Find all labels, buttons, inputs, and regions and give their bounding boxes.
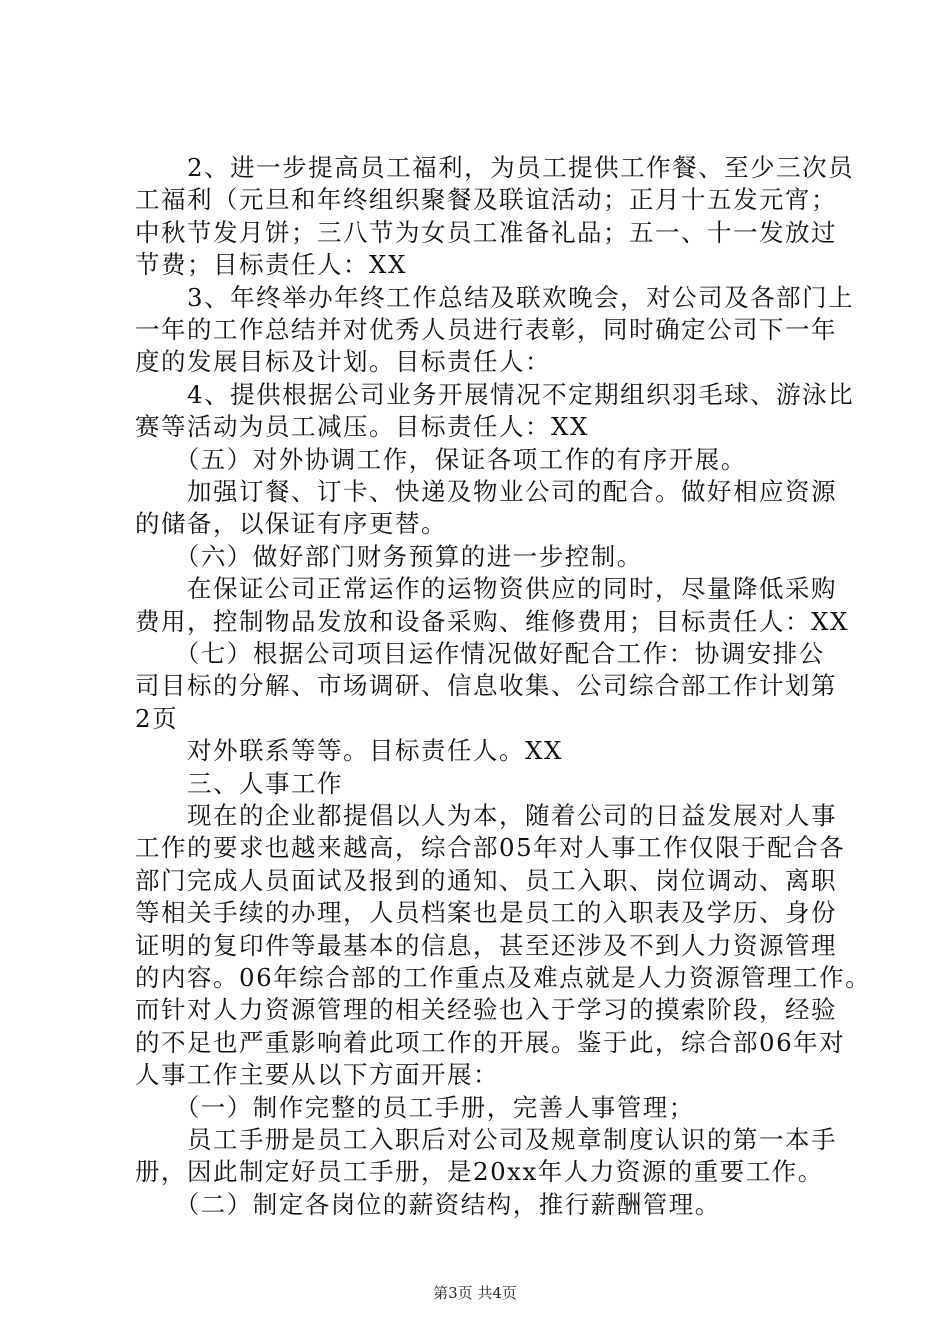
text-line: 中秋节发月饼；三八节为女员工准备礼品；五一、十一发放过 bbox=[135, 217, 837, 247]
text-line: 赛等活动为员工减压。目标责任人：XX bbox=[135, 412, 589, 442]
text-line: （七）根据公司项目运作情况做好配合工作：协调安排公 bbox=[135, 639, 825, 668]
page-footer: 第3页 共4页 bbox=[433, 1284, 517, 1302]
text-line: 节费；目标责任人：XX bbox=[135, 250, 407, 280]
text-line: （一）制作完整的员工手册，完善人事管理； bbox=[135, 1092, 695, 1122]
text-line: 费用，控制物品发放和设备采购、维修费用；目标责任人：XX bbox=[135, 606, 849, 636]
text-line: 2页 bbox=[135, 703, 179, 733]
text-line: 证明的复印件等最基本的信息，甚至还涉及不到人力资源管理 bbox=[135, 930, 837, 960]
text-line: （二）制定各岗位的薪资结构，推行薪酬管理。 bbox=[135, 1189, 721, 1219]
text-line: 部门完成人员面试及报到的通知、员工入职、岗位调动、离职 bbox=[135, 865, 837, 895]
text-line: 在保证公司正常运作的运物资供应的同时，尽量降低采购 bbox=[135, 574, 837, 604]
text-line: 对外联系等等。目标责任人。XX bbox=[135, 736, 563, 766]
text-line: 而针对人力资源管理的相关经验也入于学习的摸索阶段，经验 bbox=[135, 995, 837, 1025]
text-line: 2、进一步提高员工福利，为员工提供工作餐、至少三次员 bbox=[135, 153, 855, 182]
text-line: 一年的工作总结并对优秀人员进行表彰，同时确定公司下一年 bbox=[135, 315, 837, 344]
text-line: 工作的要求也越来越高，综合部05年对人事工作仅限于配合各 bbox=[135, 833, 846, 863]
text-line: （五）对外协调工作，保证各项工作的有序开展。 bbox=[135, 444, 747, 474]
text-line: 册，因此制定好员工手册，是20xx年人力资源的重要工作。 bbox=[135, 1157, 824, 1187]
text-line: 人事工作主要从以下方面开展： bbox=[135, 1060, 499, 1090]
text-line: 员工手册是员工入职后对公司及规章制度认识的第一本手 bbox=[135, 1125, 837, 1154]
text-line: 的内容。06年综合部的工作重点及难点就是人力资源管理工作。 bbox=[135, 963, 872, 992]
text-line: 三、人事工作 bbox=[135, 768, 343, 798]
text-line: 现在的企业都提倡以人为本，随着公司的日益发展对人事 bbox=[135, 801, 837, 830]
text-line: 司目标的分解、市场调研、信息收集、公司综合部工作计划第 bbox=[135, 671, 837, 701]
text-line: 等相关手续的办理，人员档案也是员工的入职表及学历、身份 bbox=[135, 898, 837, 928]
text-line: 度的发展目标及计划。目标责任人： bbox=[135, 347, 551, 377]
text-line: 3、年终举办年终工作总结及联欢晚会，对公司及各部门上 bbox=[135, 282, 855, 312]
text-line: 的储备，以保证有序更替。 bbox=[135, 509, 447, 539]
text-line: 工福利（元旦和年终组织聚餐及联谊活动；正月十五发元宵； bbox=[135, 185, 837, 215]
text-line: 4、提供根据公司业务开展情况不定期组织羽毛球、游泳比 bbox=[135, 379, 855, 409]
text-line: 的不足也严重影响着此项工作的开展。鉴于此，综合部06年对 bbox=[135, 1027, 846, 1057]
text-line: （六）做好部门财务预算的进一步控制。 bbox=[135, 541, 643, 571]
text-line: 加强订餐、订卡、快递及物业公司的配合。做好相应资源 bbox=[135, 477, 837, 506]
